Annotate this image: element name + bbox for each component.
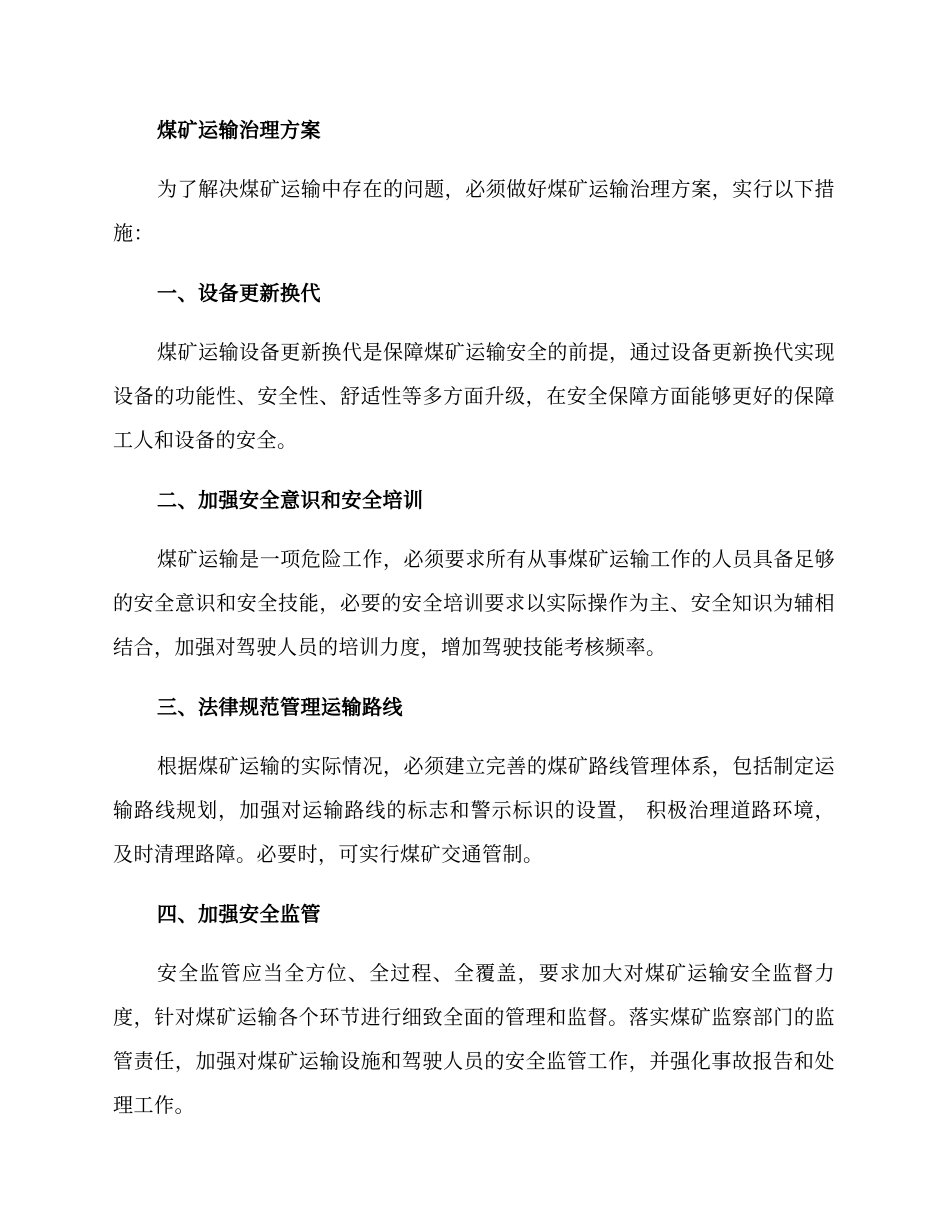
section-1-body: 煤矿运输设备更新换代是保障煤矿运输安全的前提，通过设备更新换代实现设备的功能性、安全性、舒适性等多方面升级，在安全保障方面能够更好的保障工人和设备的安全。 xyxy=(113,340,835,452)
section-1-heading: 一、设备更新换代 xyxy=(157,281,321,305)
document-content xyxy=(113,108,835,1127)
section-2-heading: 二、加强安全意识和安全培训 xyxy=(157,488,424,512)
section-3-body: 根据煤矿运输的实际情况，必须建立完善的煤矿路线管理体系，包括制定运输路线规划，加强对运输路线的标志和警示标识的设置， 积极治理道路环境，及时清理路障。必要时，可实行煤矿交通管制。 xyxy=(113,754,835,866)
section-2-body: 煤矿运输是一项危险工作，必须要求所有从事煤矿运输工作的人员具备足够的安全意识和安全技能，必要的安全培训要求以实际操作为主、安全知识为辅相结合，加强对驾驶人员的培训力度，增加驾驶技能考核频率。 xyxy=(113,547,835,659)
document-title: 煤矿运输治理方案 xyxy=(157,118,321,142)
section-4-body: 安全监管应当全方位、全过程、全覆盖，要求加大对煤矿运输安全监督力度，针对煤矿运输各个环节进行细致全面的管理和监督。落实煤矿监察部门的监管责任，加强对煤矿运输设施和驾驶人员的安全监管工作，并强化事故报告和处理工作。 xyxy=(113,961,835,1117)
section-4-heading: 四、加强安全监管 xyxy=(157,902,321,926)
intro-paragraph: 为了解决煤矿运输中存在的问题，必须做好煤矿运输治理方案，实行以下措施： xyxy=(113,177,835,245)
section-3-heading: 三、法律规范管理运输路线 xyxy=(157,695,403,719)
